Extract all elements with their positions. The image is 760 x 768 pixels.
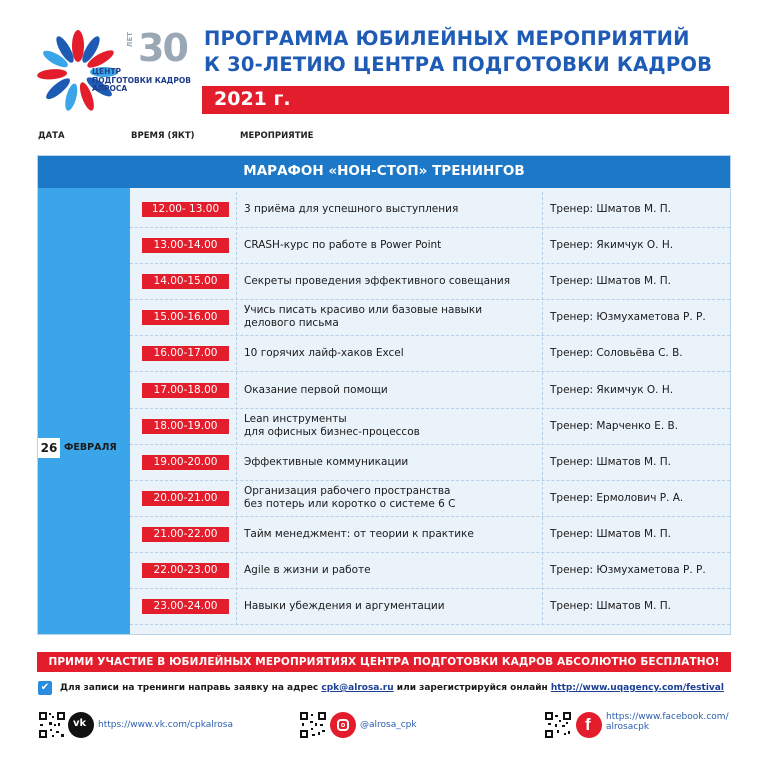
logo-years: ЛЕТ	[126, 32, 134, 48]
column-header-time: ВРЕМЯ (ЯКТ)	[131, 131, 195, 141]
facebook-icon[interactable]: f	[576, 712, 602, 738]
column-divider	[542, 192, 543, 625]
title-line-1: ПРОГРАММА ЮБИЛЕЙНЫХ МЕРОПРИЯТИЙ	[204, 27, 690, 50]
time-badge: 23.00-24.00	[142, 599, 229, 614]
event-name: Организация рабочего пространства без потерь или коротко о системе 6 С	[244, 484, 456, 510]
date-column	[38, 188, 130, 634]
schedule-row	[130, 373, 730, 409]
registration-middle: или зарегистрируйся онлайн	[393, 683, 551, 693]
date-month: ФЕВРАЛЯ	[64, 442, 117, 453]
event-name: Lean инструменты для офисных бизнес-процессов	[244, 412, 420, 438]
checkbox-icon: ✔	[38, 681, 52, 695]
time-badge: 20.00-21.00	[142, 491, 229, 506]
time-badge: 12.00- 13.00	[142, 202, 229, 217]
instagram-link[interactable]: @alrosa_cpk	[360, 720, 417, 730]
column-divider	[236, 192, 237, 625]
section-title: МАРАФОН «НОН-СТОП» ТРЕНИНГОВ	[243, 163, 525, 179]
time-badge: 16.00-17.00	[142, 346, 229, 361]
facebook-link-line[interactable]: alrosacpk	[606, 722, 650, 732]
schedule-row	[130, 589, 730, 625]
qr-code-icon	[544, 711, 572, 739]
schedule-row	[130, 481, 730, 517]
time-badge: 17.00-18.00	[142, 383, 229, 398]
trainer-name: Тренер: Ермолович Р. А.	[550, 491, 684, 504]
event-name: 10 горячих лайф-хаков Excel	[244, 347, 404, 360]
event-name: Agile в жизни и работе	[244, 564, 371, 576]
schedule-row	[130, 300, 730, 336]
column-header-date: ДАТА	[38, 131, 65, 141]
logo-text-line: ПОДГОТОВКИ КАДРОВ	[92, 75, 191, 85]
trainer-name: Тренер: Марченко Е. В.	[550, 419, 679, 432]
schedule-row	[130, 228, 730, 264]
schedule-row	[130, 553, 730, 589]
trainer-name: Тренер: Шматов М. П.	[550, 600, 672, 613]
event-name: Секреты проведения эффективного совещания	[244, 275, 511, 288]
logo-text-line: АЛРОСА	[92, 84, 128, 93]
time-badge: 14.00-15.00	[142, 274, 229, 289]
schedule-row	[130, 192, 730, 228]
time-badge: 18.00-19.00	[142, 419, 229, 434]
event-name: Оказание первой помощи	[244, 383, 388, 396]
year-label: 2021 г.	[214, 88, 291, 110]
event-name: Эффективные коммуникации	[244, 455, 409, 468]
festival-link[interactable]: http://www.uqagency.com/festival	[550, 683, 724, 693]
vk-link[interactable]: https://www.vk.com/cpkalrosa	[98, 720, 233, 730]
trainer-name: Тренер: Якимчук О. Н.	[550, 239, 674, 252]
facebook-link-line[interactable]: https://www.facebook.com/	[606, 712, 729, 722]
section-header	[38, 156, 730, 188]
schedule-row	[130, 409, 730, 445]
time-badge: 21.00-22.00	[142, 527, 229, 542]
trainer-name: Тренер: Шматов М. П.	[550, 203, 672, 215]
qr-code-icon	[299, 711, 327, 739]
event-name: Учись писать красиво или базовые навыки делового письма	[244, 304, 483, 330]
trainer-name: Тренер: Юзмухаметова Р. Р.	[550, 311, 706, 324]
time-badge: 13.00-14.00	[142, 238, 229, 253]
logo-number: 30	[138, 26, 187, 70]
trainer-name: Тренер: Соловьёва С. В.	[550, 347, 683, 360]
instagram-icon[interactable]	[330, 712, 356, 738]
email-link[interactable]: cpk@alrosa.ru	[321, 683, 394, 693]
registration-text	[60, 683, 724, 693]
event-name: Тайм менеджмент: от теории к практике	[244, 527, 474, 540]
facebook-link[interactable]	[606, 712, 729, 732]
schedule-row	[130, 336, 730, 372]
registration-prefix: Для записи на тренинги направь заявку на адрес	[60, 683, 322, 693]
schedule-table	[37, 155, 731, 635]
time-badge: 15.00-16.00	[142, 310, 229, 325]
logo-text-line: ЦЕНТР	[92, 67, 121, 76]
title-line-2: К 30-ЛЕТИЮ ЦЕНТРА ПОДГОТОВКИ КАДРОВ	[204, 53, 713, 76]
page-title	[204, 26, 712, 78]
trainer-name: Тренер: Шматов М. П.	[550, 275, 672, 288]
event-name: CRASH-курс по работе в Power Point	[244, 239, 442, 252]
schedule-row	[130, 517, 730, 553]
trainer-name: Тренер: Шматов М. П.	[550, 527, 672, 540]
qr-code-icon	[38, 711, 66, 739]
logo-text	[92, 68, 191, 94]
trainer-name: Тренер: Якимчук О. Н.	[550, 383, 674, 396]
vk-icon[interactable]: vk	[68, 712, 94, 738]
year-banner	[202, 86, 729, 114]
schedule-row	[130, 445, 730, 481]
schedule-row	[130, 264, 730, 300]
free-participation-banner: ПРИМИ УЧАСТИЕ В ЮБИЛЕЙНЫХ МЕРОПРИЯТИЯХ ЦЕНТРА ПОДГОТОВКИ КАДРОВ АБСОЛЮТНО БЕСПЛАТНО!	[37, 652, 731, 672]
trainer-name: Тренер: Юзмухаметова Р. Р.	[550, 564, 706, 576]
time-badge: 22.00-23.00	[142, 563, 229, 578]
trainer-name: Тренер: Шматов М. П.	[550, 455, 672, 468]
event-name: Навыки убеждения и аргументации	[244, 600, 445, 613]
column-header-event: МЕРОПРИЯТИЕ	[240, 131, 314, 141]
time-badge: 19.00-20.00	[142, 455, 229, 470]
event-name: 3 приёма для успешного выступления	[244, 203, 459, 215]
date-day: 26	[38, 438, 60, 458]
logo	[30, 18, 200, 118]
